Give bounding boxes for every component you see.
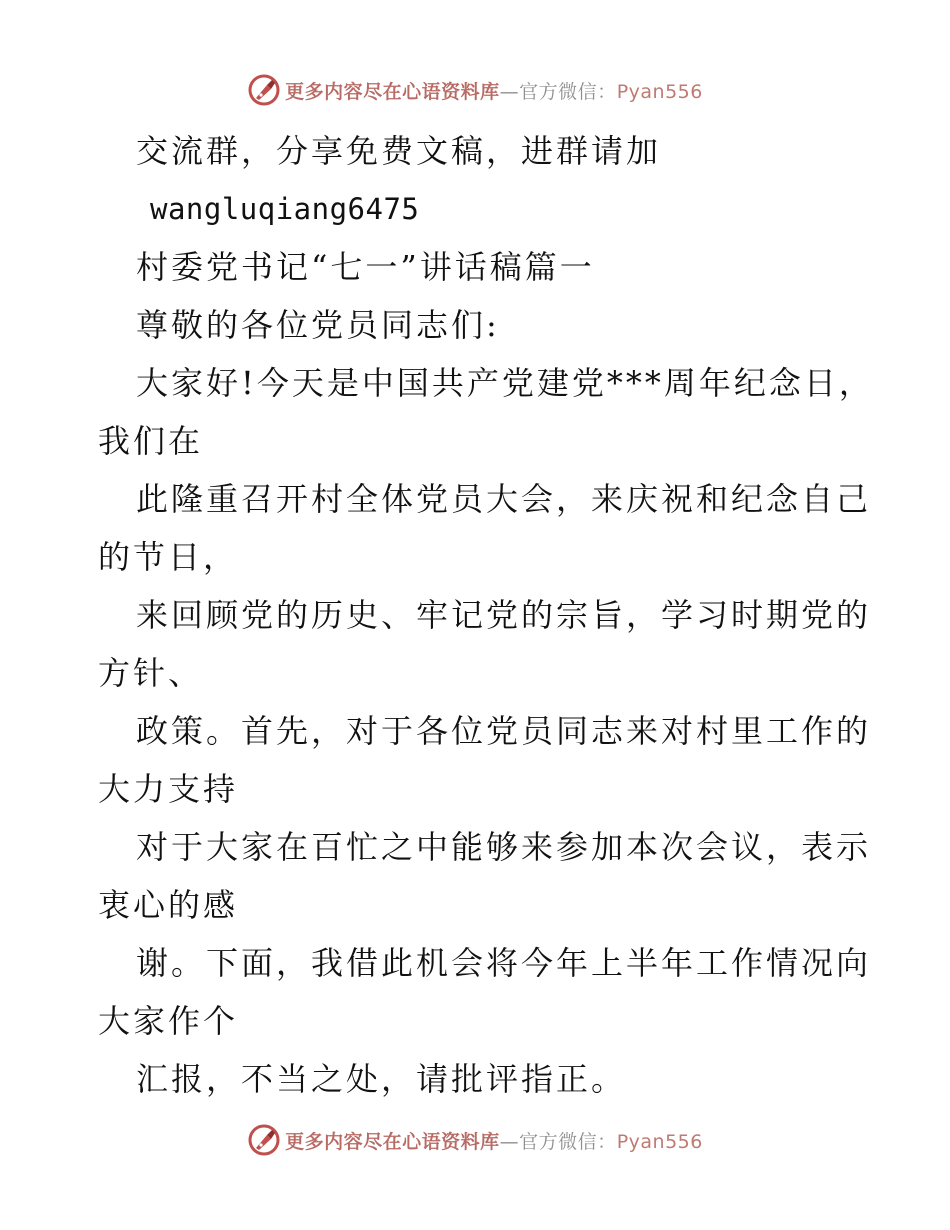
watermark-text: 更多内容尽在心语资料库—官方微信：Pyan556 <box>285 80 703 103</box>
text-line: 政策。首先，对于各位党员同志来对村里工作的 <box>136 712 872 750</box>
text-line: 衷心的感 <box>98 886 239 924</box>
text-line: 尊敬的各位党员同志们: <box>136 306 500 344</box>
text-line: 方针、 <box>98 654 204 692</box>
text-line: wangluqiang6475 <box>150 192 420 226</box>
text-line: 对于大家在百忙之中能够来参加本次会议，表示 <box>136 828 872 866</box>
text-line: 谢。下面，我借此机会将今年上半年工作情况向 <box>136 944 872 982</box>
footer-watermark <box>0 1120 950 1160</box>
text-line: 此隆重召开村全体党员大会，来庆祝和纪念自己 <box>136 480 872 518</box>
text-line: 的节日， <box>98 538 239 576</box>
text-line: 大力支持 <box>98 770 239 808</box>
watermark-text: 更多内容尽在心语资料库—官方微信：Pyan556 <box>285 1130 703 1153</box>
text-line: 汇报，不当之处，请批评指正。 <box>136 1060 627 1098</box>
pen-nib-logo-icon <box>247 73 281 107</box>
pen-nib-logo-icon <box>247 1123 281 1157</box>
text-line: 交流群，分享免费文稿，进群请加 <box>136 132 662 170</box>
text-line: 大家作个 <box>98 1002 239 1040</box>
text-line: 大家好!今天是中国共产党建党***周年纪念日， <box>136 364 874 402</box>
text-line: 村委党书记“七一”讲话稿篇一 <box>136 248 595 286</box>
document-body <box>98 122 874 1108</box>
text-line: 我们在 <box>98 422 204 460</box>
text-line: 来回顾党的历史、牢记党的宗旨，学习时期党的 <box>136 596 872 634</box>
header-watermark <box>0 70 950 110</box>
